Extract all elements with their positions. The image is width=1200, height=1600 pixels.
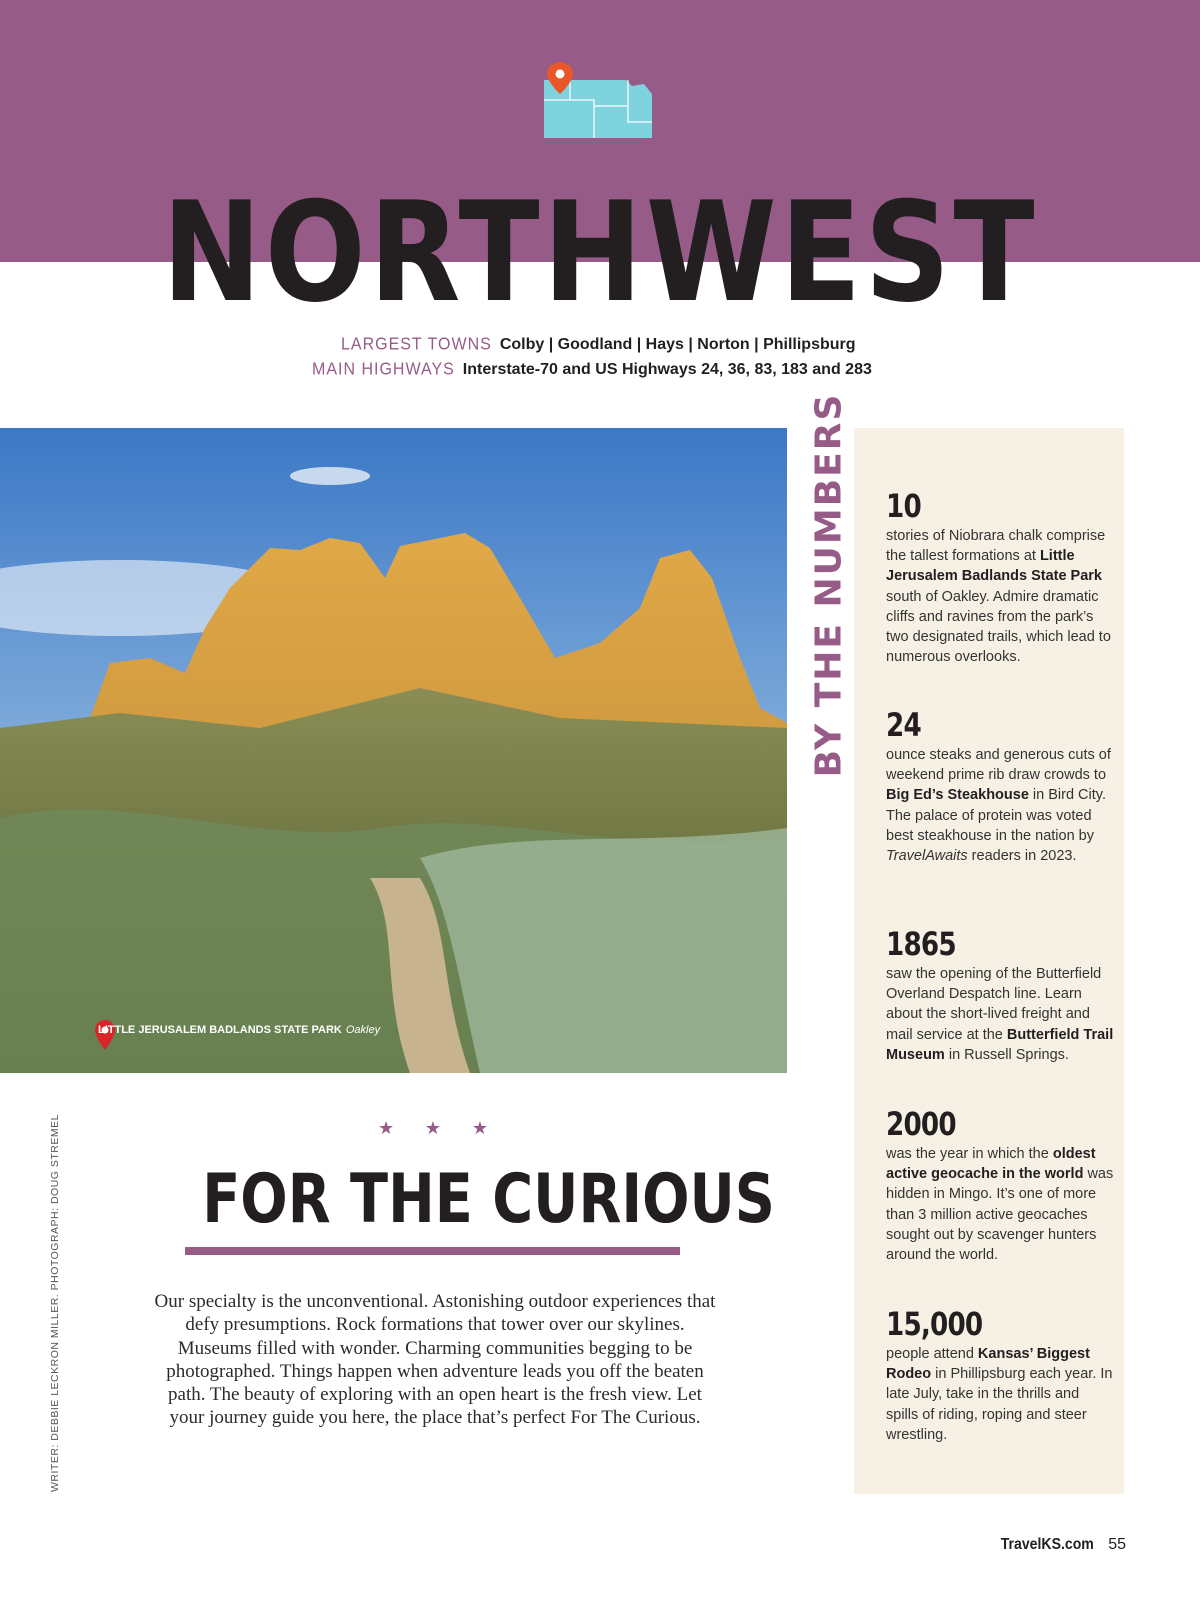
stat-text: stories of Niobrara chalk comprise the tallest formations at Little Jerusalem Badlands State Park south of Oakley. Admire dramatic cliffs and ravines from the park’s two designated trails, which lead to numerous overlooks. <box>886 528 1111 666</box>
caption-place: LITTLE JERUSALEM BADLANDS STATE PARK <box>98 1024 342 1036</box>
stat-item <box>886 924 1114 1065</box>
feature-body: Our specialty is the unconventional. Astonishing outdoor experiences that defy presumptions. Rock formations that tower over our skylines. Museums filled with wonder. Charming communities begging to be photographed. Things happen when adventure leads you off the beaten path. The beauty of exploring with an open heart is the fresh view. Let your journey guide you here, the place that’s perfect For The Curious. <box>154 1291 716 1429</box>
feature-heading: FOR THE CURIOUS <box>202 1160 775 1239</box>
kansas-map-icon <box>540 62 658 142</box>
stat-number: 15,000 <box>886 1305 983 1343</box>
largest-towns-row <box>341 334 856 356</box>
stat-item <box>886 1304 1114 1445</box>
stat-number: 24 <box>886 706 921 744</box>
badlands-photo <box>0 428 787 1073</box>
page-footer <box>988 1536 1126 1554</box>
star-divider <box>378 1118 488 1139</box>
page-number: 55 <box>1108 1536 1126 1553</box>
largest-towns-value: Colby | Goodland | Hays | Norton | Phillipsburg <box>499 336 856 353</box>
photo-caption <box>98 1024 380 1036</box>
stat-item <box>886 1104 1114 1265</box>
main-highways-label: MAIN HIGHWAYS <box>312 359 455 379</box>
photo-credit: WRITER: DEBBIE LECKRON MILLER. PHOTOGRAPH: DOUG STREMEL <box>49 1113 61 1492</box>
star-icon: ★ <box>424 1118 442 1138</box>
star-icon: ★ <box>471 1118 488 1138</box>
heading-underline <box>185 1247 680 1255</box>
by-the-numbers-heading: BY THE NUMBERS <box>808 392 850 778</box>
main-highways-value: Interstate-70 and US Highways 24, 36, 83, 183 and 283 <box>462 361 872 378</box>
by-the-numbers-sidebar <box>854 428 1124 1494</box>
stat-text: was the year in which the oldest active geocache in the world was hidden in Mingo. It’s one of more than 3 million active geocaches sought out by scavenger hunters around the world. <box>886 1146 1114 1264</box>
stat-number: 10 <box>886 487 921 525</box>
star-icon: ★ <box>378 1118 395 1138</box>
stat-number: 2000 <box>886 1105 956 1143</box>
stat-text: ounce steaks and generous cuts of weekend prime rib draw crowds to Big Ed’s Steakhouse in Bird City. The palace of protein was voted best steakhouse in the nation by TravelAwaits readers in 2023. <box>886 747 1111 865</box>
stat-item <box>886 486 1114 667</box>
stat-item <box>886 705 1114 866</box>
website-link[interactable]: TravelKS.com <box>1001 1536 1095 1553</box>
largest-towns-label: LARGEST TOWNS <box>341 334 492 354</box>
caption-town: Oakley <box>345 1024 381 1036</box>
main-highways-row <box>312 359 872 381</box>
stat-text: saw the opening of the Butterfield Overland Despatch line. Learn about the short-lived freight and mail service at the Butterfield Trail Museum in Russell Springs. <box>886 966 1114 1063</box>
region-title: NORTHWEST <box>162 172 1038 333</box>
stat-number: 1865 <box>886 925 956 963</box>
stat-text: people attend Kansas’ Biggest Rodeo in Phillipsburg each year. In late July, take in the thrills and spills of riding, roping and steer wrestling. <box>886 1346 1113 1443</box>
